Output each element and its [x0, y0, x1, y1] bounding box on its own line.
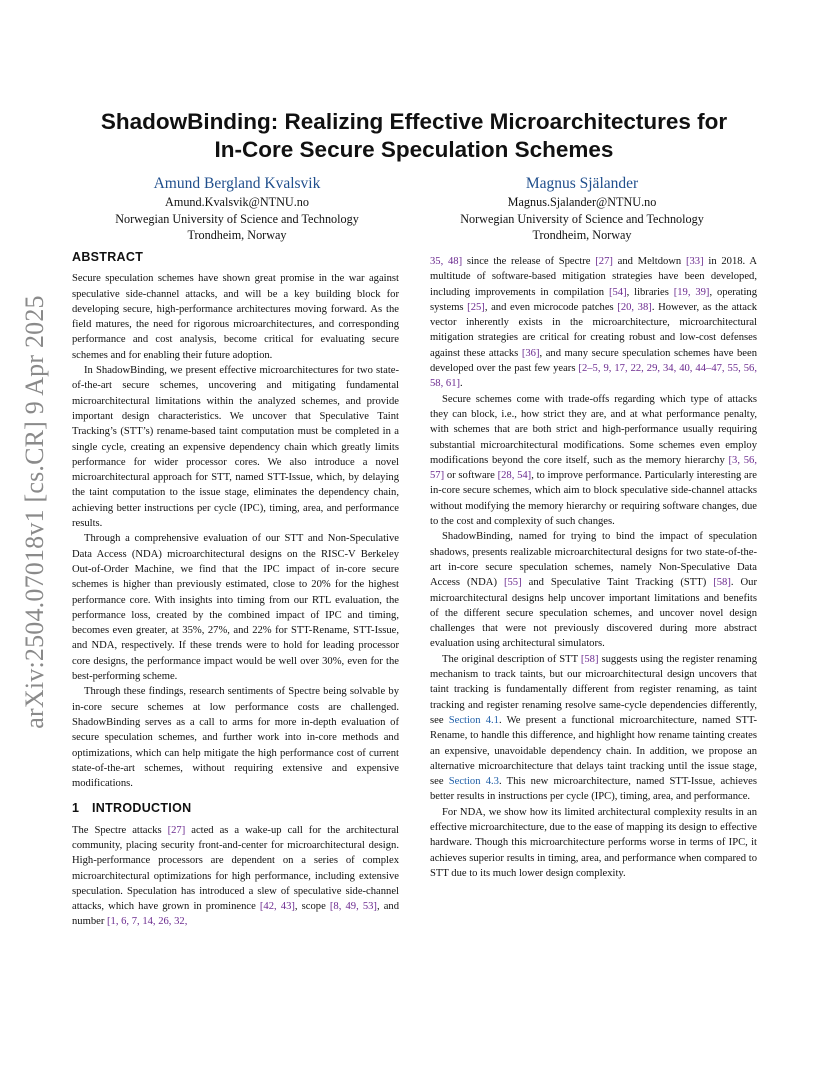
citation-link[interactable]: [25] — [467, 301, 485, 313]
title-line-1: ShadowBinding: Realizing Effective Microarchitectures for — [100, 109, 728, 134]
citation-link[interactable]: [8, 49, 53] — [329, 901, 377, 913]
intro-paragraph-1-continued: 35, 48] since the release of Spectre [27] and Meltdown [33] in 2018. A multitude of software-based mitigation strategies have been developed, including improvements in compilation [54], libraries [19, 39], operating systems [25], and even microcode patches [20, 38]. However, as the attack vector inherently exists in the microarchitecture, microarchitectural mitigation strategies are critical for creating robust and low-cost defenses against these attacks [36], and many secure speculation schemes have been developed over the past few years [2–5, 9, 17, 22, 29, 34, 40, 44–47, 55, 56, 58, 61]. — [430, 256, 758, 390]
citation-link[interactable]: [28, 54] — [497, 470, 532, 482]
author-location: Trondheim, Norway — [532, 228, 632, 242]
author-email: Magnus.Sjalander@NTNU.no — [507, 195, 657, 209]
citation-link[interactable]: [20, 38] — [617, 301, 652, 313]
author-block-2 — [417, 173, 747, 244]
title-line-2: In-Core Secure Speculation Schemes — [214, 137, 614, 162]
author-block-1 — [72, 173, 402, 244]
citation-link[interactable]: [55] — [503, 577, 522, 589]
left-column — [72, 250, 399, 930]
citation-link[interactable]: [58] — [713, 577, 731, 589]
abstract-paragraph-4: Through these findings, research sentiments of Spectre being solvable by in-core secure schemes at low performance costs are challenged. ShadowBinding serves as a call to arms for more in-depth evaluation of secure speculation schemes, and further work into in-core methods and optimizations, which can help mitigate the high performance cost of current state-of-the-art schemes, without requiring extensive and expensive modifications. — [72, 686, 399, 790]
section-link[interactable]: Section 4.1 — [448, 714, 499, 726]
author-location: Trondheim, Norway — [187, 228, 287, 242]
citation-link[interactable]: [42, 43] — [259, 901, 295, 913]
citation-link[interactable]: 35, 48] — [430, 256, 463, 267]
citation-link[interactable]: [58] — [580, 653, 599, 665]
citation-link[interactable]: [27] — [167, 824, 186, 836]
citation-link[interactable]: [19, 39] — [673, 286, 710, 298]
abstract-heading: ABSTRACT — [72, 250, 144, 264]
citation-link[interactable]: [3, 56, 57] — [430, 454, 757, 482]
author-affiliation: Norwegian University of Science and Technology — [460, 211, 704, 226]
intro-paragraph-3: ShadowBinding, named for trying to bind the impact of speculation shadows, presents realizable microarchitectural designs for two state-of-the-art in-core secure speculation schemes, namely Non-Speculative Data Access (NDA) [55] and Speculative Taint Tracking (STT) [58]. Our microarchitectural designs help uncover important limitations and benefits of the different secure speculation schemes, and uncover novel design challenges that were not previously discovered during more abstract evaluation using architectural simulators. — [430, 531, 757, 650]
citation-link[interactable]: [36] — [521, 347, 540, 359]
citation-link[interactable]: [33] — [685, 256, 704, 267]
section-number: 1 — [72, 801, 80, 816]
introduction-heading — [72, 801, 399, 816]
abstract-paragraph-1: Secure speculation schemes have shown great promise in the war against speculative side-channel attacks, and will be a key building block for developing secure, high-performance architectures moving forward. As the field matures, the need for rigorous microarchitectures, and corresponding performance and cost analysis, become critical for evaluating secure schemes and for enabling their future adoption. — [72, 273, 399, 361]
citation-link[interactable]: [54] — [608, 286, 627, 298]
author-email: Amund.Kvalsvik@NTNU.no — [165, 195, 309, 209]
intro-paragraph-2: Secure schemes come with trade-offs regarding which type of attacks they can block, i.e., how strict they are, and at what performance penalty, with schemes that are both strict and high-performance usually requiring substantial microarchitectural modifications. Some schemes even employ modifications beyond the core itself, such as the memory hierarchy [3, 56, 57] or software [28, 54], to improve performance. Particularly interesting are in-core secure schemes, which aim to block speculative side-channel attacks without modifying the memory hierarchy or requiring software changes, due to the cost and complexity of such changes. — [430, 393, 757, 528]
section-link[interactable]: Section 4.3 — [448, 776, 499, 788]
citation-link[interactable]: [1, 6, 7, 14, 26, 32, — [107, 916, 188, 928]
right-column — [430, 254, 757, 881]
intro-paragraph-4: The original description of STT [58] suggests using the register renaming mechanism to track taints, but our microarchitectural design uncovers that taint tracking is fundamentally different from register renaming, as taint tracking and register renaming resolve same-cycle dependencies differently, see Section 4.1. We present a functional microarchitecture, named STT-Rename, to handle this difference, and highlight how rename tainting creates an expensive, unavoidable dependency chain. In addition, we propose an alternative microarchitecture that delays taint tracking until the issue stage, see Section 4.3. This new microarchitecture, named STT-Issue, achieves better results in instructions per cycle (IPC), timing, area, and performance. — [430, 653, 757, 803]
arxiv-identifier-text: arXiv:2504.07018v1 [cs.CR] 9 Apr 2025 — [20, 295, 49, 729]
intro-paragraph-5: For NDA, we show how its limited architectural complexity results in an effective microarchitecture, due to the ease of mapping its design to effective hardware. Though this microarchitecture performs worse in terms of IPC, it achieves superior results in timing, area, and performance when compared to STT due to its much lower design complexity. — [430, 806, 757, 879]
section-title: INTRODUCTION — [92, 801, 192, 816]
author-name: Amund Bergland Kvalsvik — [153, 175, 321, 192]
author-affiliation: Norwegian University of Science and Technology — [115, 211, 359, 226]
intro-paragraph-1: The Spectre attacks [27] acted as a wake-up call for the architectural community, placing security front-and-center for microarchitectural design. High-performance processors are dependent on a series of complex microarchitectural optimizations for high performance, including extensive speculation. Speculation has introduced a slew of speculative side-channel attacks, which have grown in prominence [42, 43], scope [8, 49, 53], and number [1, 6, 7, 14, 26, 32, — [72, 824, 400, 928]
author-name: Magnus Själander — [525, 175, 639, 192]
citation-link[interactable]: [2–5, 9, 17, 22, 29, 34, 40, 44–47, 55, 56, 58, 61] — [430, 363, 757, 390]
abstract-paragraph-2: In ShadowBinding, we present effective microarchitectures for two state-of-the-art secure schemes, uncovering and mitigating fundamental microarchitectural limitations within the analyzed schemes, and provide important design characteristics. We uncover that Speculative Taint Tracking’s (STT’s) rename-based taint computation must be completed in a single cycle, creating an expensive dependency chain which greatly limits performance for wider processor cores. We also introduce a novel microarchitectural approach for STT, named STT-Issue, which, by delaying the taint computation to the issue stage, eliminates the dependency chain, achieving better instructions per cycle (IPC), timing, area, and performance results. — [72, 365, 399, 530]
paper-title — [70, 108, 758, 164]
arxiv-identifier-stamp — [18, 292, 52, 732]
abstract-paragraph-3: Through a comprehensive evaluation of our STT and Non-Speculative Data Access (NDA) microarchitectural designs on the RISC-V Berkeley Out-of-Order Machine, we find that the IPC impact of in-core secure schemes is higher than previously estimated, close to 20% for the highest performance core. With insights into timing from our RTL evaluation, the performance loss, created by the combined impact of IPC and timing, becomes even greater, at 35%, 27%, and 22% for STT-Rename, STT-Issue, and NDA, respectively. If these trends were to hold for leading processor core designs, the performance impact would be well over 30%, even for the best-performing scheme. — [72, 533, 399, 683]
citation-link[interactable]: [27] — [595, 256, 613, 267]
